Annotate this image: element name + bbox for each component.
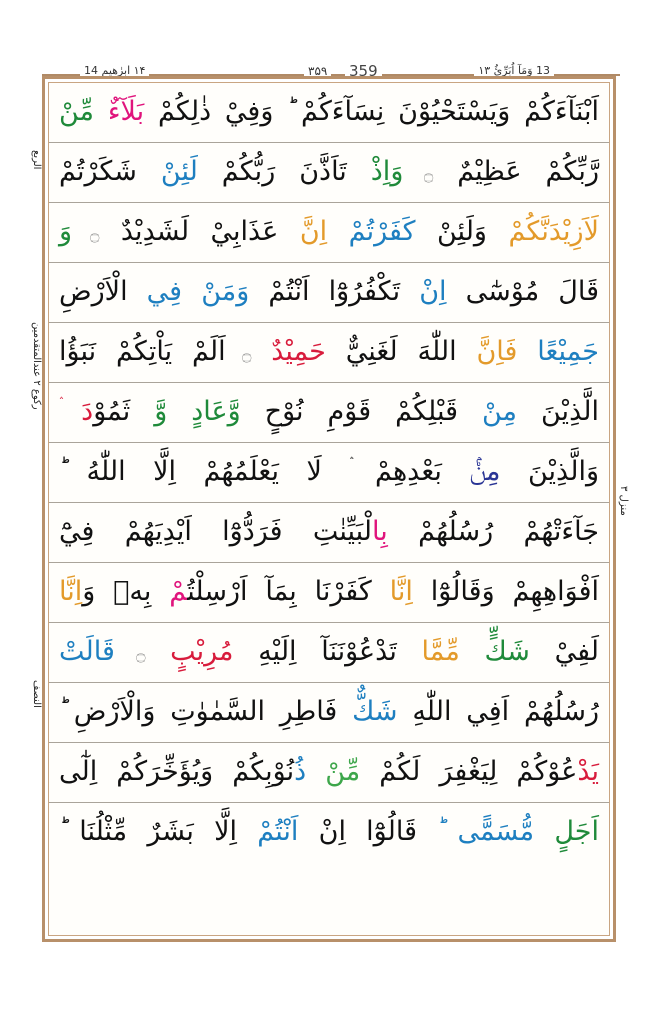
text-segment: وَلَئِنْ [415, 216, 487, 247]
text-segment: مِنْۢ [441, 456, 501, 487]
text-segment: لَفِيْ [529, 636, 599, 667]
text-segment: كَفَرْنَا بِمَآ اَرْسِلْتُ [187, 576, 372, 607]
text-segment: مِّنْ [59, 96, 95, 127]
text-segment: اِنْ [400, 276, 447, 307]
text-segment: قَبْلِكُمْ قَوْمِ نُوْحٍ [240, 396, 458, 427]
text-segment: مْ [151, 576, 188, 607]
text-segment: اِنَّ [278, 216, 328, 247]
text-line-3 [49, 203, 609, 263]
text-line-4 [49, 263, 609, 323]
text-segment: شَكٍّ [459, 636, 530, 667]
text-segment: فَاطِرِ السَّمٰوٰتِ وَالْاَرْضِ ؕ [59, 696, 338, 727]
surah-name-label: ۱۴ ابرٰهیم 14 [80, 64, 149, 78]
text-line-9 [49, 563, 609, 623]
text-line-5 [49, 323, 609, 383]
text-segment: وَّعَادٍ [167, 396, 241, 427]
page-number-arabic: ۳۵۹ [304, 64, 331, 78]
text-segment: فِي [127, 276, 183, 307]
text-segment: اللّٰهَ لَغَنِيٌّ [325, 336, 457, 367]
text-line-12 [49, 743, 609, 803]
text-line-11 [49, 683, 609, 743]
text-segment: اِنَّا [59, 576, 83, 607]
text-segment: ۝ [225, 345, 252, 364]
text-segment: قَالَتْ [59, 636, 115, 667]
text-segment: ۝ [403, 165, 434, 184]
text-segment: مِنْ [458, 396, 518, 427]
text-segment: جَآءَتْهُمْ رُسُلُهُمْ [387, 516, 599, 547]
text-segment: الَّذِيْنَ [517, 396, 599, 427]
text-segment: الْاَرْضِ [59, 276, 128, 307]
text-segment: ۝ [114, 645, 146, 664]
text-segment: وَاِذْ [346, 156, 404, 187]
quran-text-lines [49, 83, 609, 863]
text-segment: شَكَرْتُمْ [59, 156, 137, 187]
text-segment: مِّنْ [306, 756, 361, 787]
text-line-10 [49, 623, 609, 683]
text-segment: بِا [372, 516, 388, 547]
text-segment: جَمِيْعًا [517, 336, 599, 367]
text-segment: وَّ [130, 396, 168, 427]
text-segment: لْبَيِّنٰتِ فَرَدُّوْٓا اَيْدِيَهُمْ فِيْٓ [59, 516, 373, 547]
juz-name-label: 13 وَمَآ اُبَرِّئُ ۱۳ [474, 64, 554, 78]
text-segment: قَالُوْٓا اِنْ [298, 816, 417, 847]
text-segment: مِّثْلُنَا ؕ [59, 816, 128, 847]
margin-note-ruku: رکوع ۲ عندالمتقدمین [31, 322, 42, 410]
text-line-1 [49, 83, 609, 143]
text-segment: رُسُلُهُمْ اَفِي اللّٰهِ [397, 696, 599, 727]
text-segment: كَفَرْتُمْ [327, 216, 416, 247]
text-segment: بَلَآءٌ [94, 96, 145, 127]
text-line-13 [49, 803, 609, 863]
text-segment: ۝ [72, 225, 100, 244]
margin-note-manzil: منزل ۳ [618, 486, 629, 516]
text-segment: اِلَّا بَشَرٌ [127, 816, 238, 847]
text-segment: لَئِنْ [136, 156, 198, 187]
text-line-8 [49, 503, 609, 563]
text-segment: مِّمَّا [396, 636, 460, 667]
text-segment: فَاِنَّ [456, 336, 518, 367]
text-line-2 [49, 143, 609, 203]
text-segment: بَعْدِهِمْ ۛ لَا يَعْلَمُهُمْ اِلَّا اللّٰهُ ؕ [59, 456, 442, 487]
text-segment: شَكٌّ [337, 696, 398, 727]
text-segment: اَلَمْ يَاْتِكُمْ نَبَؤُا [59, 336, 226, 367]
text-segment: حَمِيْدٌ [251, 336, 326, 367]
text-segment: مُرِيْبٍ [145, 636, 234, 667]
text-segment: اَبْنَآءَكُمْ وَيَسْتَحْيُوْنَ نِسَآءَكُمْ ؕ وَفِيْ ذٰلِكُمْ [144, 96, 599, 127]
text-segment: تَدْعُوْنَنَآ اِلَيْهِ [233, 636, 397, 667]
margin-note-nisf: النصف [31, 680, 42, 708]
text-segment: ذُ [294, 756, 307, 787]
text-segment: يَدْ [577, 756, 599, 787]
text-segment: رَّبِّكُمْ عَظِيْمٌ [433, 156, 599, 187]
text-segment: عَذَابِيْ لَشَدِيْدٌ [99, 216, 279, 247]
text-segment: لَاَزِيْدَنَّكُمْ [486, 216, 599, 247]
text-segment: اَنْتُمْ [237, 816, 299, 847]
text-segment: دَ [59, 396, 94, 427]
text-segment: وَمَنْ [182, 276, 250, 307]
page-number: 359 [345, 64, 382, 78]
text-segment: تَاَذَّنَ رَبُّكُمْ [197, 156, 347, 187]
text-segment: قَالَ مُوْسٰٓى [446, 276, 599, 307]
text-line-7 [49, 443, 609, 503]
text-segment: وَالَّذِيْنَ [500, 456, 599, 487]
text-segment: وَ [59, 216, 73, 247]
text-segment: عُوْكُمْ لِيَغْفِرَ لَكُمْ [360, 756, 578, 787]
text-segment: ثَمُوْ [93, 396, 131, 427]
text-line-6 [49, 383, 609, 443]
margin-note-rub: الربع [31, 150, 42, 170]
text-segment: اَجَلٍ [534, 816, 599, 847]
text-segment: اِنَّا [371, 576, 413, 607]
text-segment: تَكْفُرُوْٓا اَنْتُمْ [249, 276, 401, 307]
text-segment: مُّسَمًّى [437, 816, 535, 847]
text-segment: بِهٖ وَ [82, 576, 152, 607]
text-segment: نُوْبِكُمْ وَيُؤَخِّرَكُمْ اِلٰٓى [59, 756, 295, 787]
text-segment: ؕ [416, 816, 438, 847]
text-segment: اَفْوَاهِهِمْ وَقَالُوْٓا [412, 576, 599, 607]
